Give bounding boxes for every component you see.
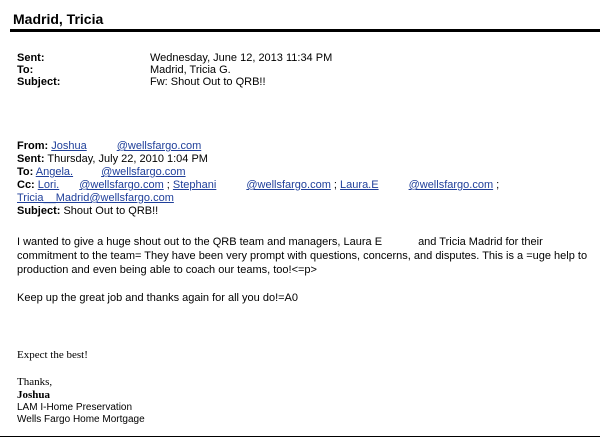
fwd-sent-line (17, 153, 208, 165)
fwd-cc-1-name-link[interactable]: Lori. (37, 179, 60, 191)
title-divider (10, 29, 600, 32)
fwd-cc-4-link[interactable]: Tricia__Madrid@wellsfargo.com (17, 192, 174, 204)
fwd-to-name-link[interactable]: Angela. (35, 166, 74, 178)
fwd-to-label: To: (17, 166, 34, 178)
fwd-cc-1-domain-link[interactable]: @wellsfargo.com (79, 179, 164, 191)
fwd-cc-label: Cc: (17, 179, 35, 191)
signature-name: Joshua (17, 389, 51, 401)
body-paragraph-2: Keep up the great job and thanks again for all you do!=A0 (17, 292, 299, 304)
outer-to-label: To: (17, 64, 34, 76)
fwd-to-line (17, 166, 186, 178)
fwd-cc-line-2 (17, 192, 174, 204)
signature-role: LAM I-Home Preservation (17, 402, 133, 413)
signature-thanks: Thanks, (17, 376, 53, 388)
fwd-cc-3-domain-link[interactable]: @wellsfargo.com (408, 179, 494, 191)
fwd-subject-label: Subject: (17, 205, 61, 217)
outer-sent-label: Sent: (17, 52, 45, 64)
body-line-1a: I wanted to give a huge shout out to the QRB team and managers, Laura E (17, 236, 383, 248)
signature-tagline: Expect the best! (17, 349, 88, 361)
fwd-to-domain-link[interactable]: @wellsfargo.com (101, 166, 186, 178)
fwd-sent-value: Thursday, July 22, 2010 1:04 PM (47, 153, 208, 165)
signature-company: Wells Fargo Home Mortgage (17, 414, 145, 425)
outer-subject-label: Subject: (17, 76, 61, 88)
window-title: Madrid, Tricia (13, 11, 104, 27)
fwd-cc-2-domain-link[interactable]: @wellsfargo.com (246, 179, 331, 191)
fwd-from-domain-link[interactable]: @wellsfargo.com (116, 140, 202, 152)
fwd-sent-label: Sent: (17, 153, 45, 165)
fwd-cc-3-name-link[interactable]: Laura.E (340, 179, 379, 191)
fwd-cc-2-name-link[interactable]: Stephani (172, 179, 217, 191)
outer-subject-value: Fw: Shout Out to QRB!! (150, 76, 266, 88)
fwd-subject-value: Shout Out to QRB!! (63, 205, 159, 217)
body-line-3: production and even being able to coach our teams, too!<=p> (17, 264, 317, 276)
body-line-1 (17, 236, 543, 248)
outer-to-value: Madrid, Tricia G. (150, 64, 231, 76)
fwd-from-label: From: (17, 140, 49, 152)
fwd-from-name-link[interactable]: Joshua (51, 140, 87, 152)
outer-sent-value: Wednesday, June 12, 2013 11:34 PM (150, 52, 333, 64)
fwd-subject-line (17, 205, 158, 217)
body-line-1b: and Tricia Madrid for their (418, 236, 543, 248)
body-line-2: commitment to the team= They have been very prompt with questions, concerns, and disputes. This is a =uge help to (17, 250, 588, 262)
bottom-divider (0, 436, 600, 437)
fwd-from-line (17, 140, 201, 152)
fwd-cc-line: Cc: Lori. @wellsfargo.com ; Stephani @wellsfargo.com ; Laura.E @wellsfargo.com ; (17, 179, 500, 191)
